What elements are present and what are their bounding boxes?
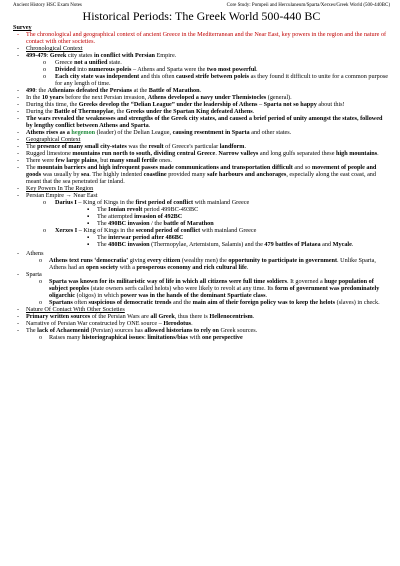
bullet-navy: - In the 10 years before the next Persian invasion, Athens developed a navy under Themistocles (general).	[13, 94, 390, 101]
bullet-sparta: - Sparta	[13, 271, 390, 278]
xerxes-interwar: ▪ The interwar period after 486BC	[13, 234, 390, 241]
sub-athens-democratia: o Athens text runs ‘democratia’ giving every citizen (wealthy men) the opportunity to participate in government. Unlike Sparta, Athens had an open society with a prosperous economy and rich cultural life.	[13, 257, 390, 271]
sub-historiographical: o Raises many historiographical issues: limitations/bias with one perspective	[13, 334, 390, 341]
bullet-wars-revealed: - The wars revealed the weaknesses and strengths of the Greek city states, and caused a brief period of unity amongst the states, followed by lengthy conflict between Athens and Sparta.	[13, 115, 390, 129]
sub-independent: o Each city state was independent and this often caused strife between poleis as they found it difficult to unite for a common purpose for any length of time.	[13, 73, 390, 87]
bullet-barriers: - The mountain barriers and high infrequent passes made communications and transportation difficult and so movement of people and goods was usually by sea. The highly indented coastline provided many safe harbours and anchorages, especially along the east coast, and meant that the sea penetrated far inland.	[13, 164, 390, 185]
survey-heading: Survey	[13, 24, 32, 31]
bullet-499: - 499-479: Greek city states in conflict with Persian Empire.	[13, 52, 390, 59]
sub-sparta-militaristic: o Sparta was known for its militaristic way of life in which all citizens were full time soldiers. It governed a huge population of subject peoples (state owners serfs called helots) who were likely to revolt at any time. Its form of government was predominately oligarchic (oligos) in which power was in the hands of the dominant Spartiate class.	[13, 278, 390, 299]
darius-492: ▪ The attempted invasion of 492BC	[13, 213, 390, 220]
bullet-plains: - There were few large plains, but many small fertile ones.	[13, 157, 390, 164]
geographical-heading: - Geographical Context	[13, 136, 390, 143]
bullet-490: - 490: the Athenians defeated the Persians at the Battle of Marathon.	[13, 87, 390, 94]
key-powers-heading: - Key Powers In The Region	[13, 185, 390, 192]
survey-intro: - The chronological and geographical context of ancient Greece in the Mediterranean and the Near East, key powers in the region and the nature of contact with other societies.	[13, 31, 390, 45]
sub-darius: o Darius I – King of Kings in the first period of conflict with mainland Greece	[13, 199, 390, 206]
sub-divided: o Divided into numerous poleis – Athens and Sparta were the two most powerful.	[13, 66, 390, 73]
darius-490: ▪ The 490BC invasion / the battle of Marathon	[13, 220, 390, 227]
bullet-hegemon: - Athens rises as a hegemon (leader) of the Delian League, causing resentment in Sparta and other states.	[13, 129, 390, 136]
contact-heading: - Nature Of Contact With Other Societies	[13, 306, 390, 313]
bullet-delian: - During this time, the Greeks develop the “Delian League” under the leadership of Athens – Sparta not so happy about this!	[13, 101, 390, 108]
header-right: Core Study: Pompeii and Herculaneum/Sparta/Xerxes/Greek World (500-440BC)	[226, 3, 390, 8]
xerxes-480: ▪ The 480BC invasion (Thermopylae, Artemisium, Salamis) and the 479 battles of Plataea and Mycale.	[13, 241, 390, 248]
bullet-primary-sources: - Primary written sources of the Persian Wars are all Greek, thus there is Hellenocentrism.	[13, 313, 390, 320]
page-title: Historical Periods: The Greek World 500-440 BC	[82, 9, 321, 23]
sub-not-unified: o Greece not a unified state.	[13, 59, 390, 66]
bullet-athens: - Athens	[13, 250, 390, 257]
bullet-mountains: - Rugged limestone mountains run north to south, dividing central Greece. Narrow valleys and long gulfs separated these high mountains.	[13, 150, 390, 157]
darius-ionian: ▪ The Ionian revolt period 499BC-493BC	[13, 206, 390, 213]
bullet-thermopylae: - During the Battle of Thermopylae, the Greeks under the Spartan King defeated Athens.	[13, 108, 390, 115]
sub-xerxes: o Xerxes I – King of Kings in the second period of conflict with mainland Greece	[13, 227, 390, 234]
bullet-achaemenid: - The lack of Achaemenid (Persian) sources has allowed historians to rely on Greek sources.	[13, 327, 390, 334]
sub-spartans-suspicious: o Spartans often suspicious of democratic trends and the main aim of their foreign policy was to keep the helots (slaves) in check.	[13, 299, 390, 306]
bullet-herodotus: - Narrative of Persian War constructed by ONE source – Herodotus.	[13, 320, 390, 327]
bullet-city-states: - The presence of many small city-states was the result of Greece's particular landform.	[13, 143, 390, 150]
bullet-persian-empire: - Persian Empire → Near East	[13, 192, 390, 199]
chronological-heading: - Chronological Context	[13, 45, 390, 52]
header-left: Ancient History HSC Exam Notes	[13, 3, 82, 8]
